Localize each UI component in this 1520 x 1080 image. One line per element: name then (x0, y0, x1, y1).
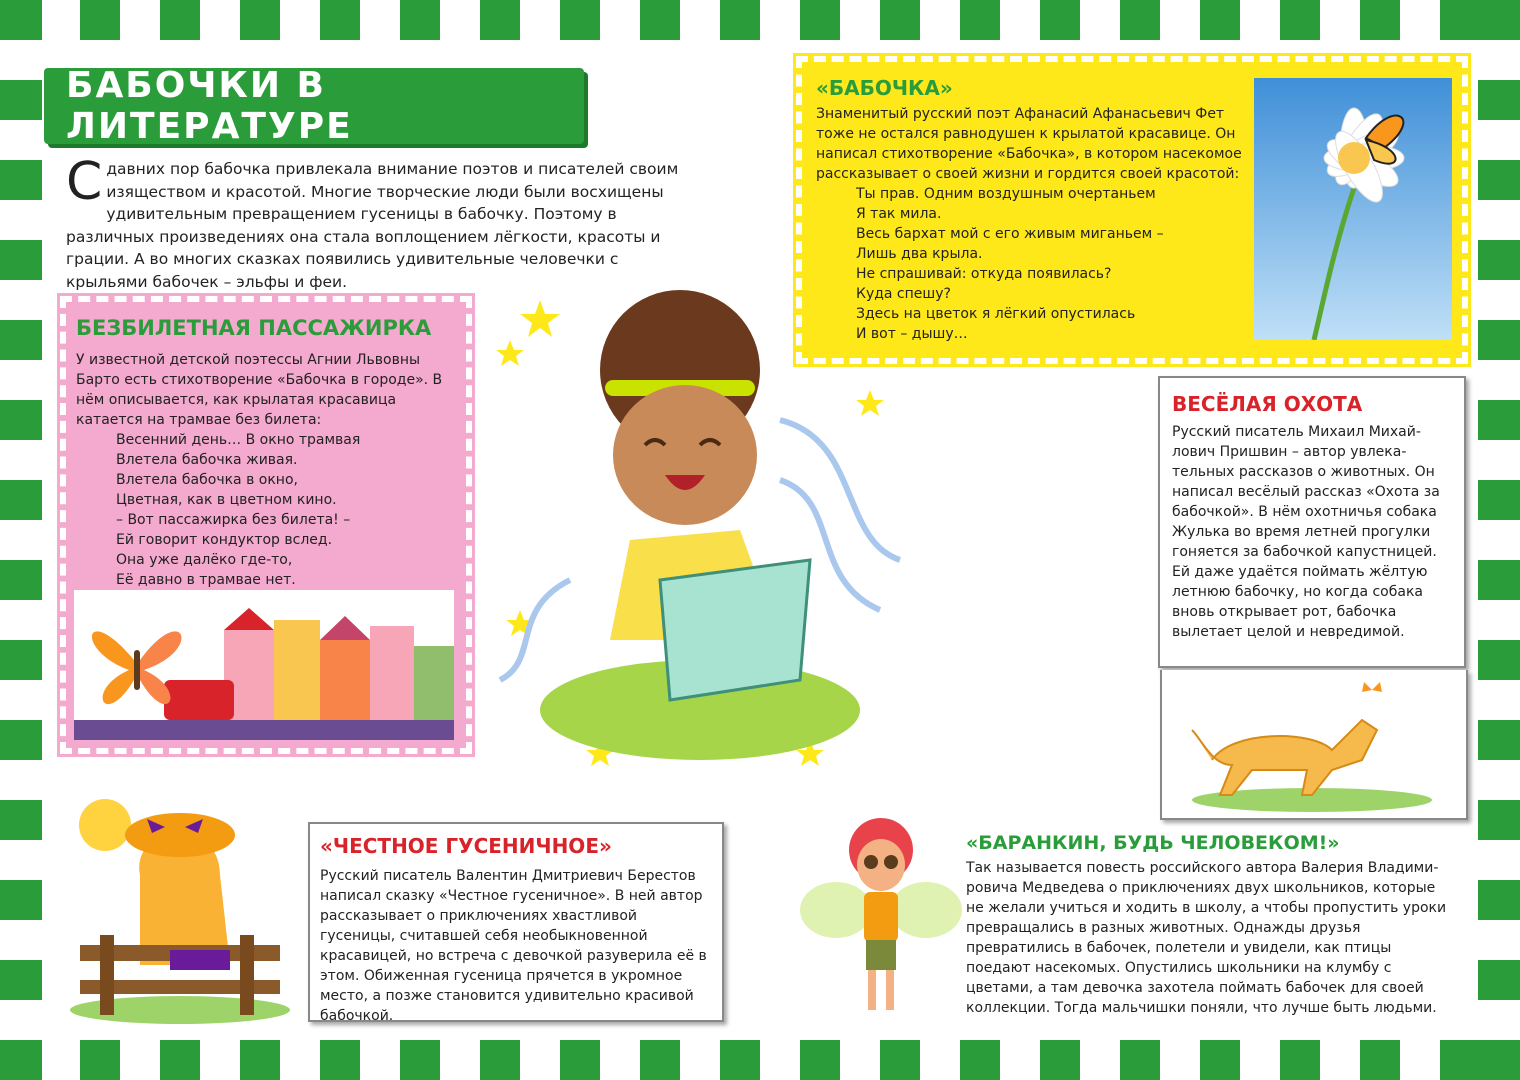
verse-line: Весенний день… В окно трамвая (116, 432, 361, 448)
barto-text: У известной детской поэтессы Агнии Львовны Барто есть стихотворение «Бабочка в городе». В нём описывается, как крылатая красавица катается на трамвае без билета: (76, 352, 443, 428)
verse-line: Ей говорит кондуктор вслед. (116, 532, 333, 548)
prishvin-text: Русский писатель Михаил Михайлович Пришвин – автор увлекательных рассказов о животных. Он написал весёлый рассказ «Охота за бабочкой». В нём охотничья собака Жулька во время летней прогулки гоняется за бабочкой капустницей. Ей даже удаётся поймать жёлтую летнюю бабочку, но когда собака вновь открывает рот, бабочка вылетает целой и невредимой. (1172, 424, 1440, 640)
dog-illustration-box (1160, 670, 1468, 820)
prishvin-heading: ВЕСЁЛАЯ ОХОТА (1172, 392, 1363, 416)
verse-line: И вот – дышу… (856, 326, 968, 342)
barto-card (60, 296, 472, 754)
border-right (1478, 0, 1520, 1080)
verse-line: Её давно в трамвае нет. (116, 572, 296, 588)
verse-line: Куда спешу? (856, 286, 951, 302)
border-left (0, 0, 42, 1080)
prishvin-card (1158, 376, 1466, 668)
verse-line: Не спрашивай: откуда появилась? (856, 266, 1112, 282)
fet-text: Знаменитый русский поэт Афанасий Афанасьевич Фет тоже не остался равнодушен к крылатой красавице. Он написал стихотворение «Бабочка», в котором насекомое рассказывает о своей жизни и гордится своей красотой: (816, 106, 1242, 182)
berestov-card (308, 822, 724, 1022)
fet-heading: «БАБОЧКА» (816, 76, 953, 100)
berestov-heading: «ЧЕСТНОЕ ГУСЕНИЧНОЕ» (320, 834, 612, 858)
title-banner (44, 65, 584, 147)
butterfly-icon (1362, 682, 1382, 692)
berestov-text: Русский писатель Валентин Дмитриевич Берестов написал сказку «Честное гусеничное». В ней автор рассказывает о приключениях хвастливой гусеницы, считавшей себя необыкновенной красавицей, но встреча с девочкой разуверила её в этом. Обиженная гусеница прячется в укромное место, а позже становится удивительно красивой бабочкой. (320, 868, 707, 1024)
verse-line: Я так мила. (856, 206, 942, 222)
medvedev-section (966, 832, 1456, 1018)
city-tram-illustration (74, 590, 454, 740)
verse-line: Лишь два крыла. (856, 246, 983, 262)
border-bottom (0, 1040, 1520, 1080)
verse-line: Она уже далёко где-то, (116, 552, 293, 568)
intro-text: давних пор бабочка привлекала внимание поэтов и писателей своим изяществом и красотой. Многие творческие люди были восхищены удивительным превращением гусеницы в бабочку. Поэтому в различных произведениях она стала воплощением лёгкости, красоты и грации. А во многих сказках появились удивительные человечки с крыльями бабочек – эльфы и феи. (66, 160, 679, 291)
girl-reading-illustration (480, 280, 920, 780)
page-number-left: 60 (14, 1021, 33, 1036)
medvedev-heading: «БАРАНКИН, БУДЬ ЧЕЛОВЕКОМ!» (966, 832, 1340, 854)
medvedev-text: Так называется повесть российского автора Валерия Владимировича Медведева о приключениях двух школьников, которые не желали учиться и ходить в школу, а чтобы пропустить уроки превращались в разных животных. Однажды друзья превратились в бабочек, полетели и увидели, как птицы поедают насекомых. Опустились школьники на клумбу с цветами, а там девочка захотела поймать бабочек для своей коллекции. Тогда мальчишки поняли, что лучше быть людьми. (966, 860, 1447, 1016)
verse-line: Влетела бабочка в окно, (116, 472, 298, 488)
verse-line: – Вот пассажирка без билета! – (116, 512, 351, 528)
barto-heading: БЕЗБИЛЕТНАЯ ПАССАЖИРКА (76, 316, 432, 340)
verse-line: Ты прав. Одним воздушным очертаньем (856, 186, 1156, 202)
border-top (0, 0, 1520, 40)
fairy-boy-illustration (796, 810, 966, 1020)
verse-line: Влетела бабочка живая. (116, 452, 298, 468)
verse-line: Цветная, как в цветном кино. (116, 492, 337, 508)
page-title: БАБОЧКИ В ЛИТЕРАТУРЕ (66, 65, 353, 147)
page-number-right: 61 (1487, 1021, 1506, 1036)
dog-chasing-butterfly-illustration (1162, 670, 1466, 816)
girl-on-fence-illustration (60, 785, 300, 1025)
verse-line: Здесь на цветок я лёгкий опустилась (856, 306, 1136, 322)
verse-line: Весь бархат мой с его живым миганьем – (856, 226, 1164, 242)
drop-cap: С (66, 152, 103, 212)
intro-paragraph (66, 152, 696, 293)
barto-verse (116, 430, 466, 590)
daisy-butterfly-photo (1254, 78, 1452, 340)
